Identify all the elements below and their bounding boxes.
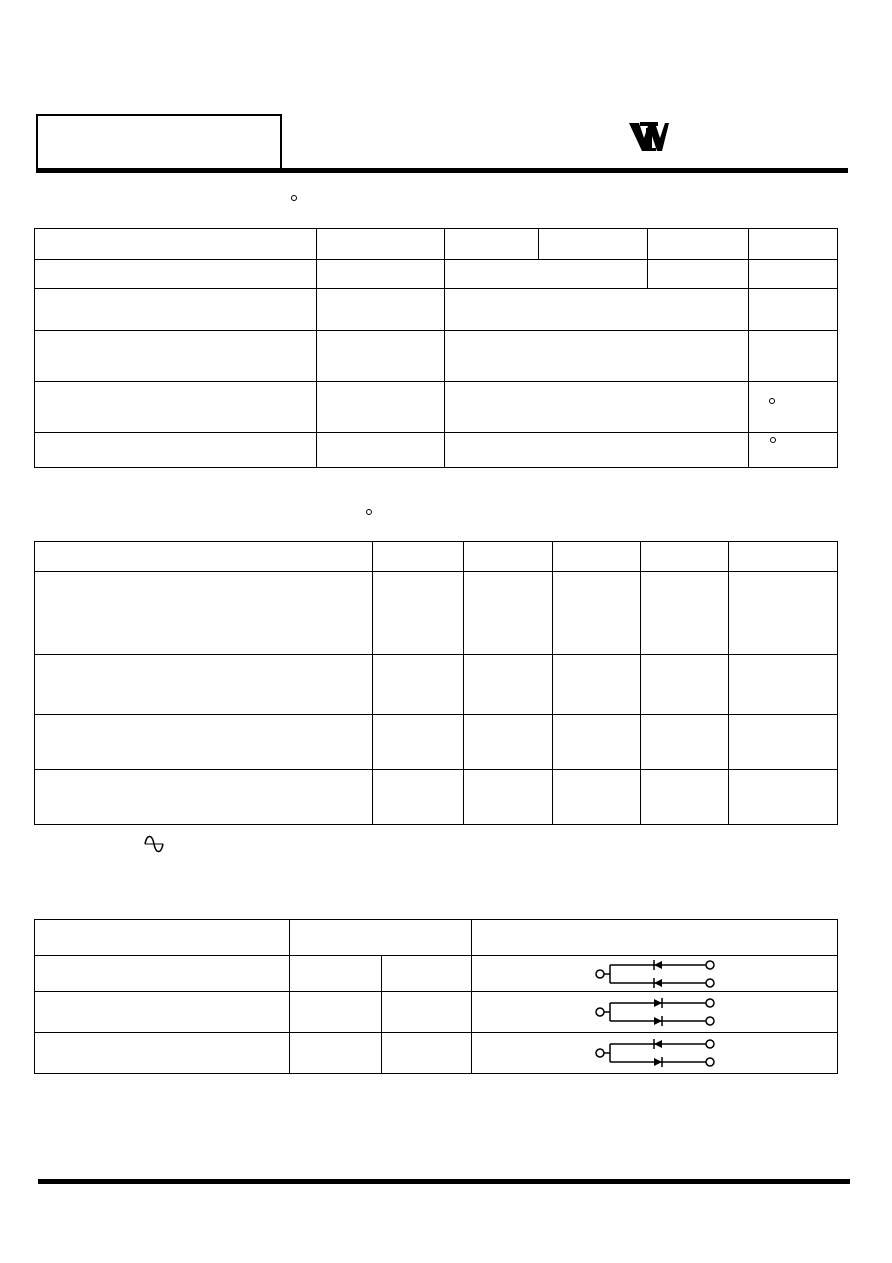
table-row [35,289,838,331]
part-number-box [36,114,282,168]
degree-symbol-icon [770,437,776,443]
table-row [35,920,838,956]
table-row [35,715,838,770]
table-row [35,382,838,433]
degree-symbol-icon [366,509,372,515]
table-row [35,572,838,655]
table-row [35,992,838,1033]
header-rule [36,168,848,173]
table-row [35,331,838,382]
electrical-characteristics-table [34,541,838,825]
table-row [35,655,838,715]
company-logo-icon [628,120,670,154]
table-row [35,433,838,468]
max-ratings-table [34,228,838,468]
common-anode-diode-icon [590,995,720,1029]
table-row [35,229,838,260]
table-row [35,542,838,572]
table-row [35,956,838,992]
footer-rule [38,1179,850,1184]
sine-wave-icon [143,834,165,854]
series-diode-icon [590,1036,720,1070]
table-row [35,260,838,289]
ordering-configuration-table [34,919,838,1074]
degree-symbol-icon [291,195,297,201]
common-cathode-diode-icon [590,957,720,991]
degree-symbol-icon [769,398,775,404]
table-row [35,770,838,825]
table-row [35,1033,838,1074]
